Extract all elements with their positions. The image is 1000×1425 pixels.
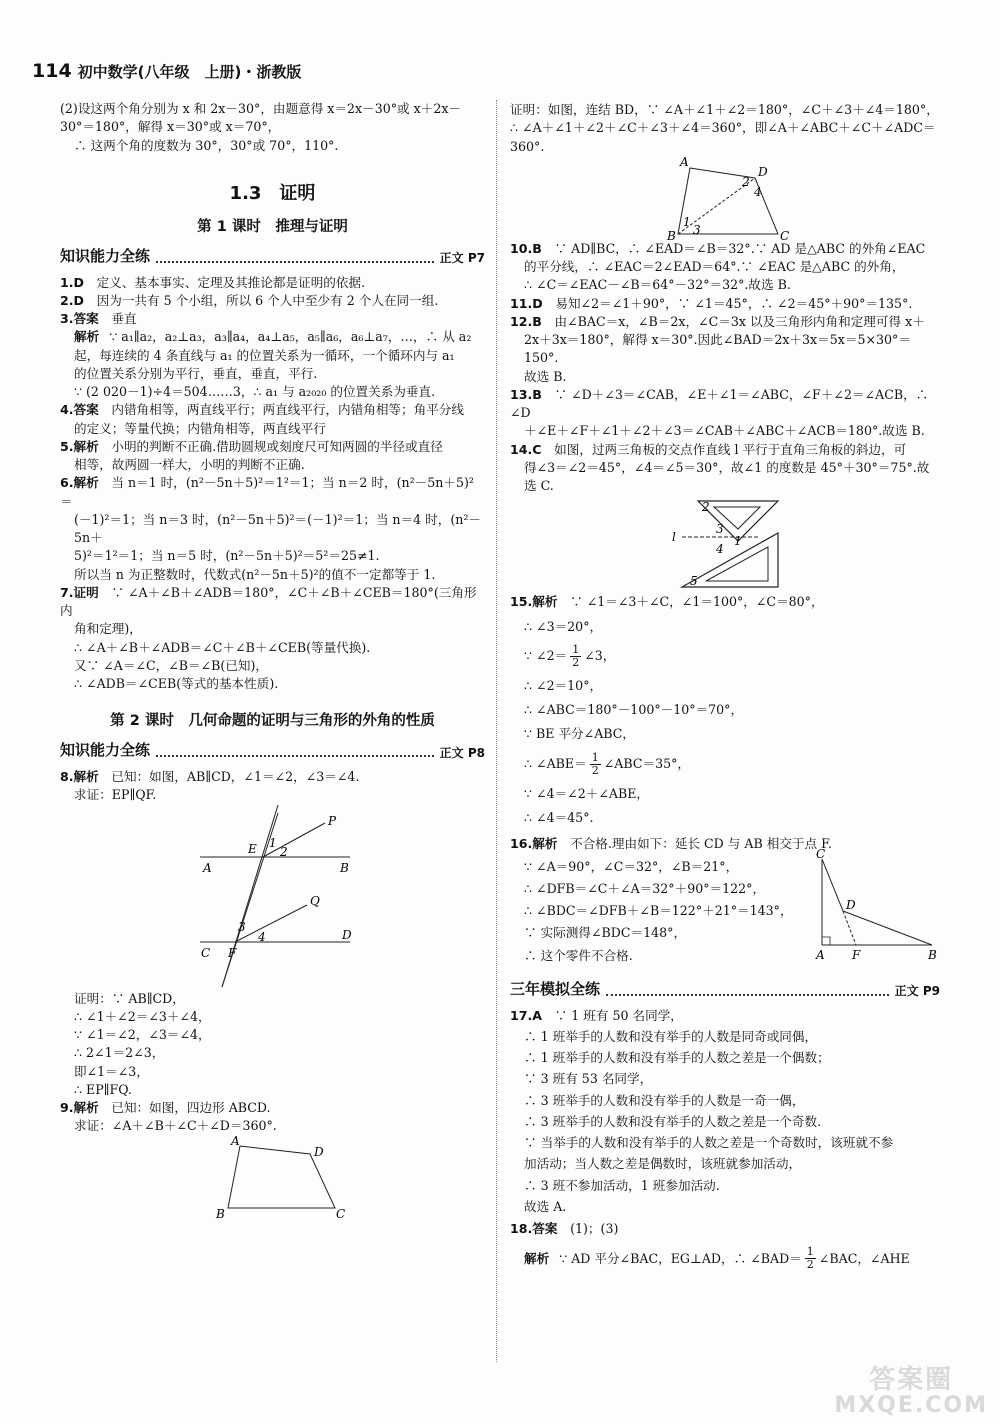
answer-line: ∵ ∠4＝∠2＋∠ABE， xyxy=(524,785,650,801)
answer-line: ∵ ∠2＝ xyxy=(524,648,568,664)
label-angle-3: 3 xyxy=(238,919,246,934)
proof-line: ∴ EP∥FQ. xyxy=(74,1081,132,1097)
answer-number: 5.解析 xyxy=(60,438,99,454)
label-angle-1: 1 xyxy=(269,835,277,850)
watermark-bottom: MXQE.COM xyxy=(834,1392,988,1418)
answer-line: ∴ ∠ABC＝180°－100°－10°＝70°， xyxy=(524,702,744,718)
figure-q8 xyxy=(60,805,485,990)
answer-number: 13.B xyxy=(510,386,542,402)
section-bar xyxy=(60,246,485,268)
answer-q14 xyxy=(510,441,940,594)
answer-number: 7.证明 xyxy=(60,584,99,600)
answer-line-fraction xyxy=(510,1246,940,1271)
section-bar xyxy=(60,740,485,762)
label-b: B xyxy=(340,860,349,875)
label-l: l xyxy=(672,530,676,545)
answer-line: ∴ 1 班举手的人数和没有举手的人数是同奇或同偶， xyxy=(524,1028,818,1044)
answer-number: 12.B xyxy=(510,313,542,329)
book-title: 初中数学(八年级 上册)・浙教版 xyxy=(77,63,302,81)
left-column xyxy=(60,100,485,1224)
fraction-numerator: 1 xyxy=(591,750,599,764)
section-bar-ref: 正文 P7 xyxy=(439,251,485,266)
label-d: D xyxy=(846,898,856,913)
answer-line: 起，每连续的 4 条直线与 a₁ 的位置关系为一循环，一个循环内与 a₁ xyxy=(74,347,455,363)
answer-line: ∵ AD 平分∠BAC，EG⊥AD，∴ ∠BAD＝ xyxy=(559,1250,802,1266)
label-p: P xyxy=(328,813,337,828)
answer-line: ∵ AD∥BC，∴ ∠EAD＝∠B＝32°.∵ AD 是△ABC 的外角∠EAC xyxy=(554,240,926,256)
answer-text: 垂直 xyxy=(111,311,137,327)
proof-line: ∴ 2∠1＝2∠3， xyxy=(74,1045,165,1061)
answer-line: ∵ ∠D＋∠3＝∠CAB，∠E＋∠1＝∠ABC，∠F＋∠2＝∠ACB，∴ ∠D xyxy=(510,386,929,420)
answer-q7 xyxy=(60,584,485,694)
right-column xyxy=(510,101,940,1272)
answer-line: 的位置关系分别为平行，垂直，垂直，平行. xyxy=(74,365,318,381)
answer-line: 求证：∠A＋∠B＋∠C＋∠D＝360°. xyxy=(74,1118,277,1134)
label-c: C xyxy=(780,228,790,240)
label-e: E xyxy=(248,841,257,856)
section-bar-ref: 正文 P8 xyxy=(439,745,485,760)
answer-line: 由∠BAC＝x，∠B＝2x，∠C＝3x 以及三角形内角和定理可得 x＋ xyxy=(554,313,925,329)
prev-answer-line: (2)设这两个角分别为 x 和 2x－30°，由题意得 x＝2x－30°或 x＋2x－ xyxy=(60,101,462,116)
answer-number: 8.解析 xyxy=(60,769,99,785)
answer-q13 xyxy=(510,386,940,441)
answer-q4 xyxy=(60,401,485,438)
answer-line: 求证：EP∥QF. xyxy=(74,787,157,803)
fraction-denominator: 2 xyxy=(591,763,599,777)
label-angle-2: 2 xyxy=(742,174,750,189)
section-bar-title: 三年模拟全练 xyxy=(510,979,601,998)
answer-line: ∴ ∠A＋∠B＋∠ADB＝∠C＋∠B＋∠CEB(等量代换). xyxy=(74,639,371,655)
label-d: D xyxy=(758,164,768,179)
answer-line: 已知：如图，四边形 ABCD. xyxy=(111,1100,271,1116)
answer-q5 xyxy=(60,438,485,475)
answer-number: 17.A xyxy=(510,1007,543,1023)
label-angle-1: 1 xyxy=(683,214,691,229)
figure-q14 xyxy=(510,495,940,593)
answer-line: ∵ ∠A＝90°，∠C＝32°，∠B＝21°， xyxy=(524,858,739,874)
figure-q9 xyxy=(60,1136,485,1224)
answer-number: 3.答案 xyxy=(60,311,99,327)
answer-q15 xyxy=(510,593,940,827)
answer-line: ∴ ∠3＝20°， xyxy=(524,618,603,634)
prev-answer-line: 30°＝180°，解得 x＝30°或 x＝70°， xyxy=(60,119,281,135)
answer-line: ∴ ∠C＝∠EAC－∠B＝64°－32°＝32°.故选 B. xyxy=(524,277,791,293)
answer-line: ∵ a₁∥a₂，a₂⊥a₃，a₃∥a₄，a₄⊥a₅，a₅∥a₆，a₆⊥a₇，…，∴ 从 a₂ xyxy=(109,329,472,345)
label-b: B xyxy=(216,1206,225,1221)
analysis-tag: 解析 xyxy=(74,329,100,345)
answer-number: 10.B xyxy=(510,240,542,256)
label-angle-3: 3 xyxy=(693,222,701,237)
answer-line: ∴ ∠BDC＝∠DFB＋∠B＝122°＋21°＝143°， xyxy=(524,903,793,919)
answer-q16 xyxy=(510,835,940,965)
answer-line: 所以当 n 为正整数时，代数式(n²－5n＋5)²的值不一定都等于 1. xyxy=(74,566,436,582)
section-bar-ref: 正文 P9 xyxy=(894,984,940,999)
proof-line: ∵ ∠1＝∠2，∠3＝∠4， xyxy=(74,1027,211,1043)
answer-line-fraction xyxy=(510,752,940,777)
label-angle-3: 3 xyxy=(716,522,724,537)
label-a: A xyxy=(231,1135,240,1148)
label-angle-4: 4 xyxy=(258,929,266,944)
answer-line: ∵ (2 020－1)÷4＝504……3，∴ a₁ 与 a₂₀₂₀ 的位置关系为垂直. xyxy=(74,384,436,400)
answer-line: ∴ 这个零件不合格. xyxy=(524,947,633,963)
watermark-logo xyxy=(834,1364,988,1418)
answer-number: 4.答案 xyxy=(60,402,99,418)
fraction-denominator: 2 xyxy=(806,1258,814,1272)
label-angle-2: 2 xyxy=(702,500,710,515)
answer-line: 内错角相等，两直线平行；两直线平行，内错角相等；角平分线 xyxy=(111,402,464,418)
answer-line: ∵ BE 平分∠ABC， xyxy=(524,726,636,742)
label-angle-5: 5 xyxy=(690,574,698,589)
answer-q18 xyxy=(510,1220,940,1271)
label-angle-2: 2 xyxy=(280,844,288,859)
analysis-tag: 解析 xyxy=(524,1250,550,1266)
answer-q11 xyxy=(510,295,940,313)
prev-answer-line: ∴ 这两个角的度数为 30°，30°或 70°，110°. xyxy=(74,137,339,153)
answer-line: ∴ 3 班举手的人数和没有举手的人数之差是一个奇数. xyxy=(524,1113,822,1129)
proof-line: 证明：如图，连结 BD，∵ ∠A＋∠1＋∠2＝180°，∠C＋∠3＋∠4＝180°， xyxy=(510,102,939,117)
fraction-denominator: 2 xyxy=(572,655,580,669)
label-f: F xyxy=(852,948,861,962)
answer-q3 xyxy=(60,310,485,401)
answer-number: 2.D xyxy=(60,292,85,308)
answer-line: 加活动；当人数之差是偶数时，该班就参加活动， xyxy=(524,1156,802,1172)
answer-line: ∠ABC＝35°， xyxy=(603,756,690,772)
fraction xyxy=(805,1246,816,1271)
answer-line: 不合格.理由如下：延长 CD 与 AB 相交于点 F. xyxy=(570,836,832,852)
answer-q9 xyxy=(60,1099,485,1224)
answer-line: 又∵ ∠A＝∠C，∠B＝∠B(已知)， xyxy=(74,657,269,673)
answer-line: ∵ 当举手的人数和没有举手的人数之差是一个奇数时，该班就不参 xyxy=(524,1135,894,1151)
label-a: A xyxy=(816,948,825,962)
answer-line-fraction xyxy=(510,644,940,669)
answer-line: ∴ ∠DFB＝∠C＋∠A＝32°＋90°＝122°， xyxy=(524,880,766,896)
answer-q17 xyxy=(510,1007,940,1217)
label-d: D xyxy=(342,927,352,942)
answer-q6 xyxy=(60,474,485,584)
section-bar-title: 知识能力全练 xyxy=(60,246,151,265)
answer-line: ∵ ∠1＝∠3＋∠C，∠1＝100°，∠C＝80°， xyxy=(570,594,824,610)
answer-number: 1.D xyxy=(60,274,85,290)
label-f: F xyxy=(228,945,237,960)
answer-text: 因为一共有 5 个小组，所以 6 个人中至少有 2 个人在同一组. xyxy=(96,292,439,308)
section-bar-title: 知识能力全练 xyxy=(60,741,151,760)
proof-line: 即∠1＝∠3， xyxy=(74,1063,149,1079)
answer-number: 16.解析 xyxy=(510,836,558,852)
section-bar xyxy=(510,979,940,1001)
answer-line: 故选 A. xyxy=(524,1198,567,1214)
answer-line: ∠BAC，∠AHE xyxy=(818,1250,910,1266)
fraction-numerator: 1 xyxy=(572,642,580,656)
answer-line: 的定义；等量代换；内错角相等，两直线平行 xyxy=(74,420,326,436)
answer-line: 相等，故两圆一样大，小明的判断不正确. xyxy=(74,457,305,473)
label-b: B xyxy=(928,948,937,962)
answer-text: 定义、基本事实、定理及其推论都是证明的依据. xyxy=(96,274,366,290)
answer-number: 6.解析 xyxy=(60,475,99,491)
label-a: A xyxy=(203,860,212,875)
answer-line: 2x＋3x＝180°，解得 x＝30°.因此∠BAD＝2x＋3x＝5x＝5×30°＝150°. xyxy=(524,332,911,366)
answer-line: 故选 B. xyxy=(524,368,567,384)
answer-line: ∴ ∠ADB＝∠CEB(等式的基本性质). xyxy=(74,676,279,692)
answer-line: ∴ 1 班举手的人数和没有举手的人数之差是一个偶数； xyxy=(524,1050,830,1066)
label-b: B xyxy=(667,228,676,240)
answer-number: 9.解析 xyxy=(60,1100,99,1116)
figure-q9-proof xyxy=(510,156,940,240)
answer-line: ∴ 3 班不参加活动，1 班参加活动. xyxy=(524,1177,720,1193)
answer-line: ∵ ∠A＋∠B＋∠ADB＝180°，∠C＋∠B＋∠CEB＝180°(三角形内 xyxy=(60,584,477,619)
answer-q2 xyxy=(60,292,485,310)
answer-line: ＋∠E＋∠F＋∠1＋∠2＋∠3＝∠CAB＋∠ABC＋∠ACB＝180°.故选 B. xyxy=(524,423,925,439)
label-q: Q xyxy=(310,893,320,908)
answer-q8 xyxy=(60,768,485,1099)
label-a: A xyxy=(680,155,689,169)
answer-line: 角和定理)， xyxy=(74,621,142,637)
answer-line: 已知：如图，AB∥CD，∠1＝∠2，∠3＝∠4. xyxy=(111,769,360,785)
answer-text: (1)；(3) xyxy=(570,1221,619,1237)
lesson-title: 第 2 课时 几何命题的证明与三角形的外角的性质 xyxy=(110,713,435,730)
answer-line: 的平分线，∴ ∠EAC＝2∠EAD＝64°.∵ ∠EAC 是△ABC 的外角， xyxy=(524,259,905,274)
proof-line: ∴ ∠1＋∠2＝∠3＋∠4， xyxy=(74,1008,211,1024)
answer-line: 5)²＝1²＝1；当 n＝5 时，(n²－5n＋5)²＝5²＝25≠1. xyxy=(74,548,380,564)
answer-line: 如图，过两三角板的交点作直线 l 平行于直角三角板的斜边，可 xyxy=(554,441,907,457)
answer-line: ∵ 3 班有 53 名同学， xyxy=(524,1071,653,1087)
fraction xyxy=(570,644,581,669)
answer-line: 得∠3＝∠2＝45°，∠4＝∠5＝30°，故∠1 的度数是 45°＋30°＝75°.故选 C. xyxy=(524,459,930,493)
answer-q12 xyxy=(510,313,940,386)
answer-number: 15.解析 xyxy=(510,594,558,610)
answer-line: ∴ ∠4＝45°. xyxy=(524,810,594,826)
label-c: C xyxy=(816,849,826,862)
answer-line: 小明的判断不正确.借助圆规或刻度尺可知两圆的半径或直径 xyxy=(111,438,443,454)
page-number: 114 xyxy=(32,60,72,82)
section-title: 1.3 证明 xyxy=(229,182,316,204)
lesson-title: 第 1 课时 推理与证明 xyxy=(197,218,348,235)
answer-q10 xyxy=(510,240,940,295)
figure-q16 xyxy=(810,849,940,961)
watermark-top: 答案圈 xyxy=(869,1364,954,1395)
fraction-numerator: 1 xyxy=(806,1245,814,1259)
answer-line: 易知∠2＝∠1＋90°，∵ ∠1＝45°，∴ ∠2＝45°＋90°＝135°. xyxy=(555,295,913,311)
label-c: C xyxy=(201,945,211,960)
label-angle-4: 4 xyxy=(716,542,724,557)
answer-line: ∵ 1 班有 50 名同学， xyxy=(554,1007,683,1023)
answer-line: 当 n＝1 时，(n²－5n＋5)²＝1²＝1；当 n＝2 时，(n²－5n＋5)²＝ xyxy=(60,475,474,509)
answer-line: ∠3， xyxy=(584,648,616,664)
proof-line: 证明：∵ AB∥CD， xyxy=(74,990,185,1006)
label-angle-1: 1 xyxy=(734,534,742,549)
answer-line: ∴ ∠2＝10°， xyxy=(524,677,603,693)
fraction xyxy=(590,752,601,777)
answer-line: ∵ 实际测得∠BDC＝148°， xyxy=(524,925,687,941)
answer-number: 14.C xyxy=(510,441,542,457)
answer-q1 xyxy=(60,274,485,292)
answer-line: ∴ ∠ABE＝ xyxy=(524,756,587,772)
label-d: D xyxy=(314,1144,324,1159)
label-c: C xyxy=(336,1206,346,1221)
answer-number: 18.答案 xyxy=(510,1221,558,1237)
answer-number: 11.D xyxy=(510,295,543,311)
page-header xyxy=(32,58,502,90)
answer-line: ∴ 3 班举手的人数和没有举手的人数是一奇一偶， xyxy=(524,1092,805,1108)
answer-line: (－1)²＝1；当 n＝3 时，(n²－5n＋5)²＝(－1)²＝1；当 n＝4 时，(n²－5n＋ xyxy=(74,511,481,546)
label-angle-4: 4 xyxy=(754,184,762,199)
column-divider xyxy=(496,100,497,1362)
proof-line: ∴ ∠A＋∠1＋∠2＋∠C＋∠3＋∠4＝360°，即∠A＋∠ABC＋∠C＋∠ADC＝360°. xyxy=(510,120,936,154)
